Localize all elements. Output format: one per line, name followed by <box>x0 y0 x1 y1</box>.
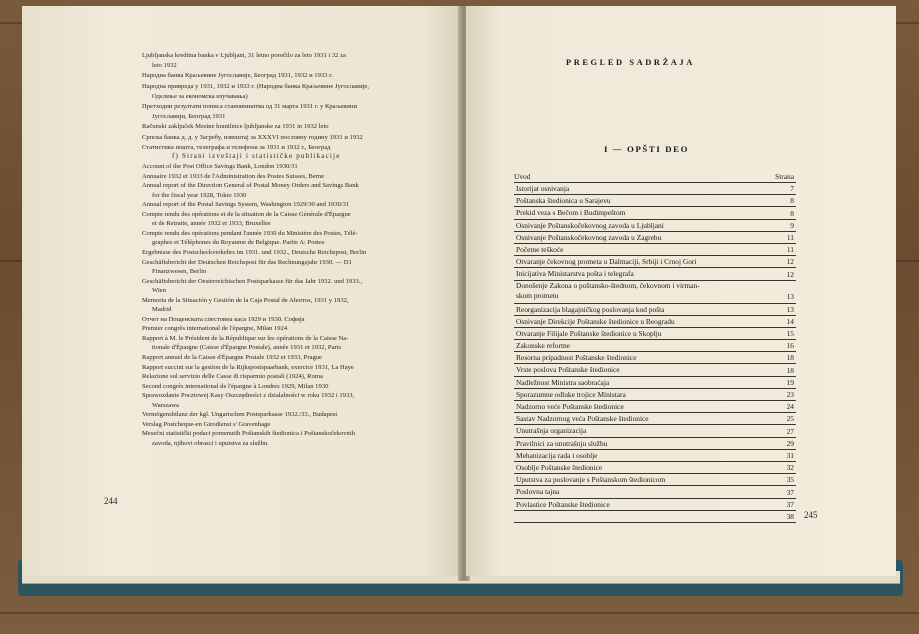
left-line: Народна привреда у 1931, 1932 и 1933 г. (Народна банка Краљевине Југославије, <box>142 82 370 90</box>
toc-row <box>514 364 796 376</box>
left-section-line: Compte rendu des opérations et de la situation de la Caisse Générale d'Épargne <box>142 210 351 218</box>
left-section-line: Verslag Postcheque-en Girodienst s' Gravenhage <box>142 420 271 428</box>
toc-table <box>514 182 796 523</box>
toc-entry-title: Sporazumne odluke trojice Ministara <box>516 389 626 399</box>
toc-entry-page: 15 <box>786 329 794 339</box>
toc-row <box>514 474 796 486</box>
toc-entry-page: 8 <box>790 208 794 218</box>
toc-entry-title: Osoblje Poštanske štedionice <box>516 462 603 472</box>
toc-row <box>514 256 796 268</box>
left-section-line: Finanzwesen, Berlin <box>152 268 207 276</box>
toc-entry-page: 37 <box>786 499 794 509</box>
toc-entry-title: Poštanska štedionica u Sarajevu <box>516 196 611 206</box>
toc-row <box>514 340 796 352</box>
toc-entry-title: Nadzorno veće Poštanske štedionice <box>516 402 624 411</box>
page-number-left: 244 <box>104 496 118 506</box>
toc-entry-title: Vrste poslova Poštanske štedionice <box>516 365 620 375</box>
toc-entry-page: 24 <box>786 402 794 412</box>
left-section-line: et de Retraite, année 1932 et 1933, Bruxelles <box>152 220 271 228</box>
toc-col-right: Strana <box>775 172 794 181</box>
left-section-line: Rapport succint sur la gestion de la Rijkspostspaarbank, exercice 1931, La Haye <box>142 363 354 371</box>
right-page <box>466 6 896 576</box>
left-line: Оделење за економска изучавања) <box>152 92 248 100</box>
left-line: Računski zaključek Mestne hranilnice ljubljanske za 1931 in 1932 leto <box>142 123 329 131</box>
toc-entry-page: 25 <box>786 414 794 424</box>
left-line: Ljubljanska kreditna banka v Ljubljani, 31 letno poročilo za leto 1931 i 32 za <box>142 52 346 59</box>
toc-entry-page: 11 <box>786 232 794 242</box>
toc-row <box>514 438 796 450</box>
left-section-line: Geschäftsbericht der Oesterreichischen Postsparkasse für das Jahr 1932. und 1933., <box>142 277 363 285</box>
left-section-line: Geschäftsbericht der Deutschen Reichspost für das Rechnungsjahr 1930. — D1 <box>142 258 352 266</box>
toc-entry-title: Osnivanje Poštanskočekovnog zavoda u Zagrebu <box>516 232 662 242</box>
toc-entry-page: 8 <box>790 196 794 206</box>
toc-row <box>514 304 796 316</box>
left-section-line: Premier congrès international de l'épargne, Milan 1924 <box>142 325 288 333</box>
open-book <box>22 6 900 581</box>
toc-entry-page: 37 <box>786 487 794 497</box>
left-section-line: graphes et Téléphones du Royaume de Belgique. Partie A: Postes <box>152 239 325 247</box>
left-section-line: zavoda, njihovi obrasci i uputstva za službu. <box>152 439 269 447</box>
toc-entry-title: Poslovna tajna <box>516 487 560 497</box>
toc-row <box>514 389 796 401</box>
left-section-line: Rapport à M. le Président de la République sur les opérations de la Caisse Na- <box>142 334 349 342</box>
left-section-line: tionale d'Épargne (Caisse d'Épargne Postale), année 1931 et 1932, Paris <box>152 344 342 352</box>
toc-entry-title: Donošenje Zakona o poštansko-štednom, čekovnom i virman- <box>516 280 700 290</box>
toc-entry-page: 31 <box>786 450 794 460</box>
left-section-line: Madrid <box>152 306 172 314</box>
left-section-line: Compte rendu des opérations pendant l'année 1930 du Ministère des Postes, Télé- <box>142 229 358 237</box>
toc-entry-page: 18 <box>786 353 794 363</box>
toc-entry-title: Mehanizacija rada i osoblje <box>516 450 598 460</box>
toc-entry-page: 23 <box>786 390 794 399</box>
toc-entry-title: Pravilnici za unutrašnju službu <box>516 438 608 448</box>
toc-entry-title: Reorganizacija blagajničkog poslovanja kod pošta <box>516 304 665 314</box>
toc-row <box>514 377 796 389</box>
section-title: f) Strani izveštaji i statističke publikacije <box>172 152 341 160</box>
toc-entry-title: Inicijativa Ministarstva pošta i telegrafa <box>516 269 634 279</box>
toc-entry-title: Osnivanje Direkcije Poštanske štedionice u Beogradu <box>516 316 675 326</box>
toc-entry-title: Otvaranje Filijale Poštanske štedionice u Skoplju <box>516 328 662 338</box>
toc-row <box>514 413 796 425</box>
left-section-line: Annual report of the Direction General of Postal Money Orders and Savings Bank <box>142 182 359 190</box>
left-section-line: Vermögensbilanz der kgl. Ungarischen Postsparkasse 1932./33., Budapest <box>142 411 338 419</box>
toc-entry-page: 11 <box>786 245 794 255</box>
left-section-line: Отчет на Пощенската спестовна каса 1929 и 1930. Софија <box>142 315 305 323</box>
left-section-line: Annual report of the Postal Savings System, Washington 1929/30 and 1930/31 <box>142 201 350 209</box>
page-number-right: 245 <box>804 510 818 520</box>
toc-entry-title: Povlastice Poštanske štedionice <box>516 499 610 509</box>
toc-row <box>514 352 796 364</box>
toc-entry-page: 14 <box>786 316 794 326</box>
toc-row <box>514 281 796 304</box>
toc-entry-title: Resorna pripadnost Poštanske štedionice <box>516 353 637 363</box>
toc-row <box>514 511 796 523</box>
toc-entry-page: 19 <box>786 377 794 387</box>
toc-entry-page: 18 <box>786 365 794 375</box>
toc-row <box>514 486 796 498</box>
toc-entry-title: Istorijat osnivanja <box>516 184 570 193</box>
toc-row <box>514 220 796 232</box>
left-section-line: Rapport annuel de la Caisse d'Épargne Postale 1932 et 1933, Prague <box>142 354 322 361</box>
left-line: leto 1932 <box>152 62 177 70</box>
left-section-line: Memoria de la Situación y Gestión de la Caja Postal de Ahorros, 1931 y 1932, <box>142 296 349 304</box>
toc-row <box>514 207 796 219</box>
toc-row <box>514 232 796 244</box>
toc-entry-page: 13 <box>786 304 794 314</box>
toc-entry-page: 9 <box>790 220 794 230</box>
toc-entry-title: Početne teškoće <box>516 244 564 254</box>
toc-header <box>514 172 794 181</box>
left-section-line: Ergebnisse des Postscheckverkehrs im 1931. und 1932., Deutsche Reichspost, Berlin <box>142 248 367 256</box>
left-section-line: Mesečni statistički podaci pomenutih Poštanskih štedionica i Poštanskočekovnih <box>142 430 355 438</box>
toc-row <box>514 425 796 437</box>
toc-entry-title: Uputstva za poslovanje s Poštanskom štedionicom <box>516 475 666 485</box>
toc-row <box>514 244 796 256</box>
toc-row <box>514 268 796 280</box>
left-section-line: for the fiscal year 1928, Tokio 1930 <box>152 191 247 199</box>
toc-entry-page: 13 <box>786 291 794 301</box>
left-section-line: Sprawozdanie Pocztowej Kasy Oszczędności z dzialalności w roku 1932 i 1933, <box>142 392 355 400</box>
toc-entry-page: 35 <box>786 475 794 485</box>
toc-row <box>514 401 796 413</box>
toc-entry-title: Sastav Nadzornog veća Poštanske štedionice <box>516 414 649 424</box>
left-line: Статистика пошта, телеграфа и телефона за 1931 и 1932 г., Београд <box>142 143 331 151</box>
toc-entry-page: 32 <box>786 463 794 473</box>
toc-entry-title: Unutrašnja organizacija <box>516 426 587 436</box>
toc-row <box>514 316 796 328</box>
left-page <box>22 6 462 576</box>
toc-entry-title: Prekid veza s Bečom i Budimpeštom <box>516 208 626 218</box>
toc-entry-title-cont: skom prometu <box>516 290 559 300</box>
toc-row <box>514 462 796 474</box>
toc-entry-page: 29 <box>786 438 794 448</box>
toc-row <box>514 328 796 340</box>
toc-row <box>514 499 796 511</box>
toc-entry-title: Zakonske reforme <box>516 341 570 351</box>
toc-entry-title: Otvaranje čekovnog prometa u Dalmaciji, Srbiji i Crnoj Gori <box>516 257 697 267</box>
toc-row <box>514 183 796 195</box>
toc-entry-page: 16 <box>786 341 794 351</box>
left-section-line: Wien <box>152 287 167 295</box>
toc-col-left: Uvod <box>514 172 531 181</box>
left-line: Српска банка д. д. у Загребу, извештај за XXXVI пословну годину 1931 и 1932 <box>142 133 363 141</box>
toc-row <box>514 195 796 207</box>
toc-entry-page: 38 <box>786 511 794 521</box>
toc-title: PREGLED SADRŽAJA <box>566 58 695 67</box>
toc-entry-page: 27 <box>786 426 794 436</box>
toc-entry-title: Osnivanje Poštanskočekovnog zavoda u Ljubljani <box>516 220 664 230</box>
toc-row <box>514 450 796 462</box>
left-line: Југославији, Београд 1931 <box>152 113 226 121</box>
left-section-line: Warszawa <box>152 401 179 409</box>
left-section-line: Second congrès international de l'épargne à Londres 1929, Milan 1930 <box>142 382 329 390</box>
toc-entry-page: 12 <box>786 257 794 267</box>
toc-entry-title: Nadležnost Ministra saobraćaja <box>516 377 610 387</box>
part-heading: I — OPŠTI DEO <box>604 144 690 154</box>
left-section-line: Annuaire 1932 et 1933 de l'Administration des Postes Suisses, Berne <box>142 172 325 180</box>
toc-entry-page: 12 <box>786 269 794 279</box>
left-section-line: Relazione sul servizio delle Casse di risparmio postali (1924), Roma <box>142 373 323 381</box>
toc-entry-page: 7 <box>790 184 794 194</box>
left-line: Народна банка Краљевине Југославије, Београд 1931, 1932 и 1933 г. <box>142 72 333 80</box>
left-line: Претходни резултати пописа становништва од 31 марта 1931 г. у Краљевини <box>142 103 357 110</box>
left-section-line: Account of the Post Office Savings Bank, London 1930/31 <box>142 163 298 170</box>
